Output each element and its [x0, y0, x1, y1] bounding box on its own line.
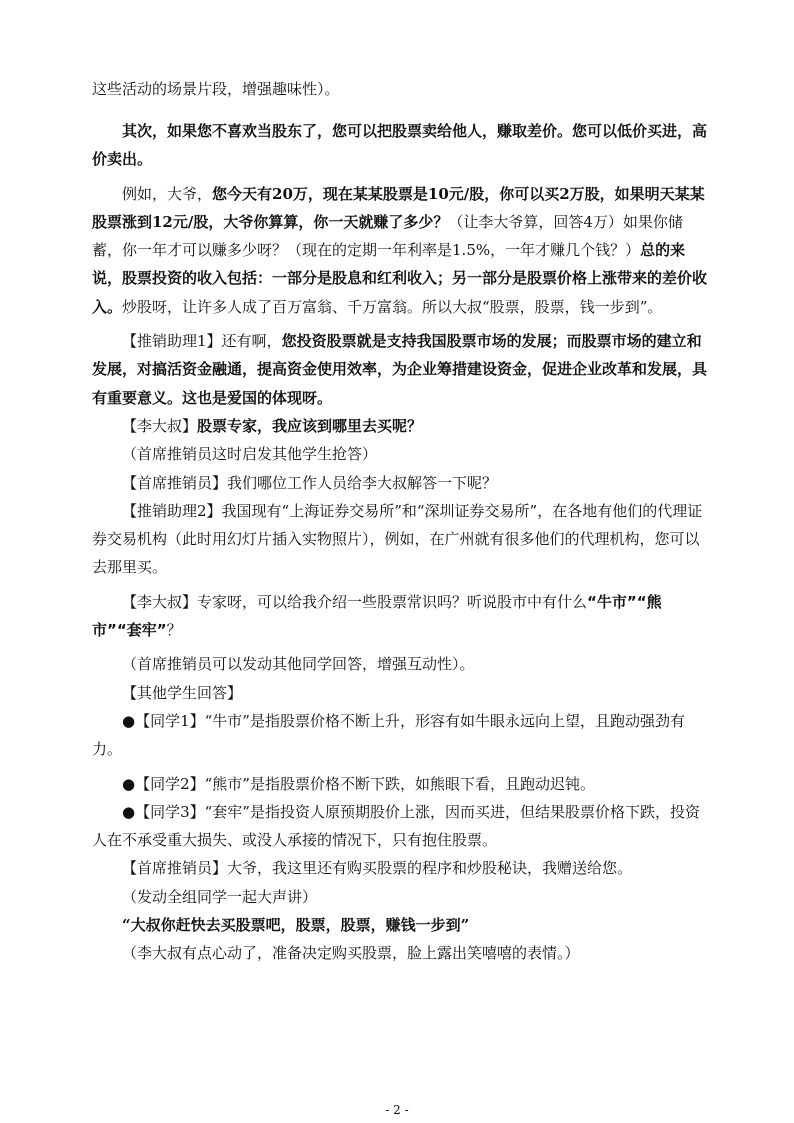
paragraph-student3 [92, 798, 710, 855]
speaker-label: 【推销助理2】 [122, 501, 222, 520]
chief-gift-text: 大爷，我这里还有购买股票的程序和炒股秘诀，我赠送给您。 [227, 859, 633, 878]
document-page [92, 79, 710, 968]
speaker-label: 【推销助理1】 [122, 332, 222, 351]
example-interest: （让李大爷算，回答4万）如果你储蓄，你一年才可以赚多少呀？（现在的定期一年利率是1.5%，一年才赚几个钱？） [92, 212, 683, 260]
paragraph-stage-direction: （首席推销员可以发动其他同学回答，增强互动性）。 [122, 655, 475, 674]
paragraph-continuation: 这些活动的场景片段，增强趣味性）。 [92, 80, 340, 98]
paragraph-uncle-question [92, 412, 710, 440]
student2-text: “熊市”是指股票价格不断下跌，如熊眼下看，且跑动迟钝。 [204, 774, 595, 793]
bullet-icon: ● [122, 802, 136, 821]
paragraph-chief-gift [92, 854, 710, 882]
speaker-label: 【同学2】 [135, 774, 205, 793]
paragraph-resell: 其次，如果您不喜欢当股东了，您可以把股票卖给他人，赚取差价。您可以低价买进，高价卖出。 [92, 122, 708, 169]
paragraph-group-chant: “大叔你赶快去买股票吧，股票，股票，赚钱一步到” [122, 916, 470, 935]
example-lead: 例如，大爷， [122, 184, 213, 203]
speaker-label: 【首席推销员】 [122, 859, 228, 878]
student3-text: “套牢”是指投资人原预期股价上涨，因而买进，但结果股票价格下跌，投资人在不承受重大损失、或没人承接的情况下，只有抱住股票。 [92, 802, 700, 850]
paragraph-uncle-ask-terms [92, 588, 710, 645]
speaker-label: 【李大叔】 [122, 592, 198, 611]
uncle-ask-text: 专家呀，可以给我介绍一些股票常识吗？听说股市中有什么 [197, 592, 588, 611]
bullet-icon: ● [122, 774, 136, 793]
paragraph-assistant2 [92, 497, 710, 582]
chief-salesman-text: 我们哪位工作人员给李大叔解答一下呢？ [227, 473, 498, 492]
assistant2-text: 我国现有“上海证券交易所”和“深圳证券交易所”，在各地有他们的代理证券交易机构（此时用幻灯片插入实物照片），例如，在广州就有很多他们的代理机构，您可以去那里买。 [92, 501, 703, 577]
page-number: - 2 - [385, 1103, 409, 1117]
uncle-ask-end: ？ [166, 621, 182, 640]
assistant1-text: 您投资股票就是支持我国股票市场的发展；而股票市场的建立和发展，对搞活资金融通，提高资金使用效率，为企业筹措建设资金，促进企业改革和发展，具有重要意义。这也是爱国的体现呀。 [92, 332, 708, 407]
speaker-label: 【李大叔】 [122, 416, 198, 435]
paragraph-student1 [92, 707, 710, 764]
paragraph-chief-salesman [92, 469, 710, 497]
paragraph-stage-direction: （发动全组同学一起大声讲） [122, 887, 318, 906]
example-calculation: 您今天有20万，现在某某股票是10元/股，你可以买2万股，如果明天某某股票涨到12元/股，大爷你算算，你一天就赚了多少？ [92, 184, 705, 231]
example-closing: 炒股呀，让许多人成了百万富翁、千万富翁。所以大叔“股票，股票，钱一步到”。 [122, 297, 663, 316]
speaker-label: 【同学3】 [135, 802, 205, 821]
paragraph-stage-direction: （首席推销员这时启发其他学生抢答） [122, 445, 378, 464]
paragraph-stage-direction-final: （李大叔有点心动了，准备决定购买股票，脸上露出笑嘻嘻的表情。） [122, 944, 580, 963]
bullet-icon: ● [122, 711, 136, 730]
uncle-question-text: 股票专家，我应该到哪里去买呢？ [197, 416, 423, 435]
paragraph-student2 [92, 770, 710, 798]
market-terms: “牛市”“熊市”“套牢” [92, 592, 662, 640]
paragraph-other-students: 【其他学生回答】 [122, 683, 243, 702]
speaker-label: 【同学1】 [135, 711, 205, 730]
student1-text: “牛市”是指股票价格不断上升，形容有如牛眼永远向上望，且跑动强劲有力。 [92, 711, 685, 759]
example-summary: 总的来说，股票投资的收入包括：一部分是股息和红利收入；另一部分是股票价格上涨带来的差价收入。 [92, 241, 708, 316]
paragraph-example [92, 180, 710, 321]
paragraph-assistant1 [92, 327, 710, 412]
speaker-label: 【首席推销员】 [122, 473, 228, 492]
assistant1-lead: 还有啊， [221, 332, 282, 351]
